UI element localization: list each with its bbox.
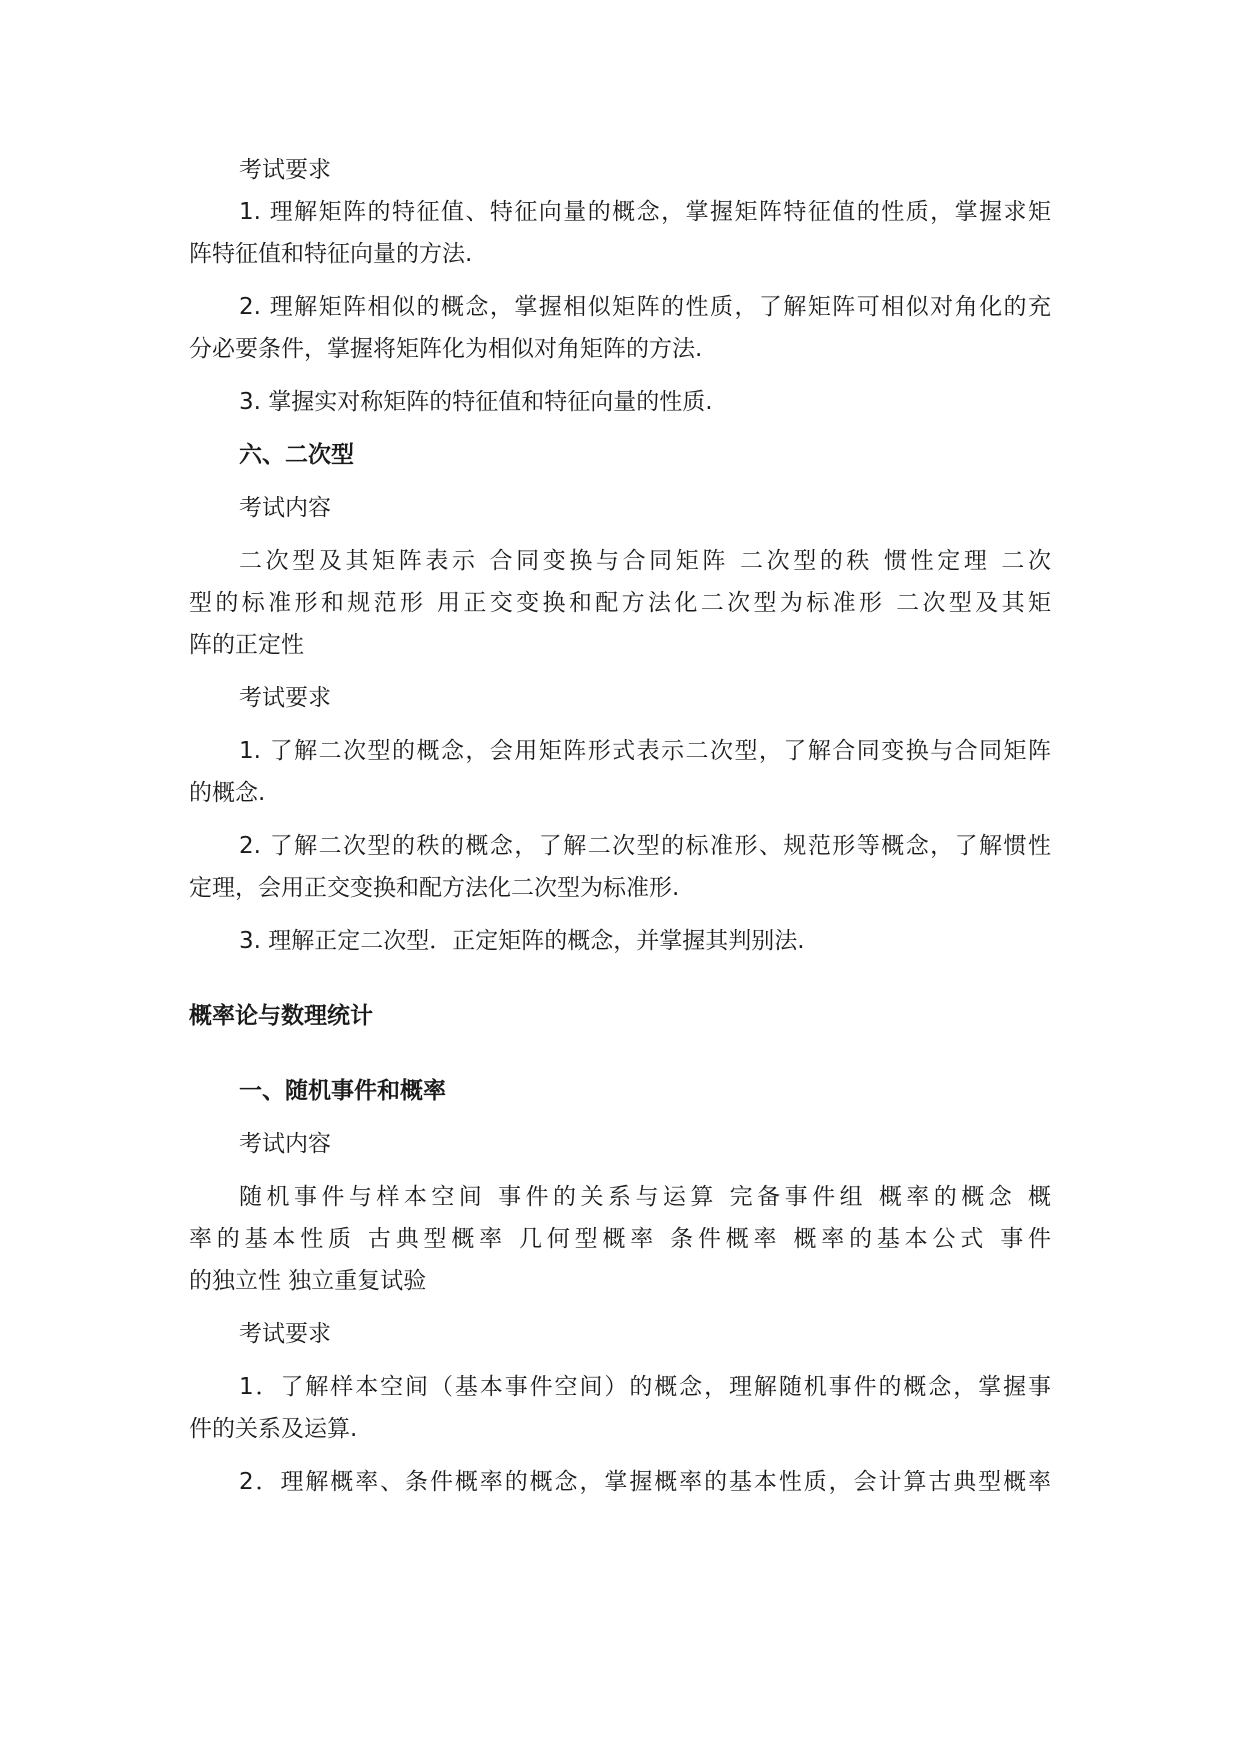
paragraph-line: 1. 了解二次型的概念，会用矩阵形式表示二次型，了解合同变换与合同矩阵 [239,738,1051,764]
paragraph-line: 分必要条件，掌握将矩阵化为相似对角矩阵的方法. [189,336,703,362]
paragraph-line: 定理，会用正交变换和配方法化二次型为标准形. [189,875,680,901]
paragraph-line: 二次型及其矩阵表示 合同变换与合同矩阵 二次型的秩 惯性定理 二次 [239,548,1051,574]
paragraph-line: 阵特征值和特征向量的方法. [189,241,473,267]
paragraph-line: 1．了解样本空间（基本事件空间）的概念，理解随机事件的概念，掌握事 [239,1374,1051,1400]
paragraph-line: 的概念. [189,780,266,806]
paragraph-line: 2. 理解矩阵相似的概念，掌握相似矩阵的性质，了解矩阵可相似对角化的充 [239,294,1051,320]
paragraph-line: 的独立性 独立重复试验 [189,1268,427,1294]
paragraph-line: 1. 理解矩阵的特征值、特征向量的概念，掌握矩阵特征值的性质，掌握求矩 [239,199,1051,225]
paragraph-line: 型的标准形和规范形 用正交变换和配方法化二次型为标准形 二次型及其矩 [189,590,1051,616]
paragraph-line: 率的基本性质 古典型概率 几何型概率 条件概率 概率的基本公式 事件 [189,1226,1051,1252]
paragraph-line: 3. 掌握实对称矩阵的特征值和特征向量的性质. [239,389,713,415]
paragraph-line: 随机事件与样本空间 事件的关系与运算 完备事件组 概率的概念 概 [239,1184,1051,1210]
section-heading: 六、二次型 [239,442,354,468]
heading-exam-requirements: 考试要求 [239,685,331,711]
heading-exam-content: 考试内容 [239,1131,331,1157]
heading-exam-content: 考试内容 [239,495,331,521]
heading-exam-requirements: 考试要求 [239,157,331,183]
heading-exam-requirements: 考试要求 [239,1321,331,1347]
part-heading: 概率论与数理统计 [189,1003,373,1029]
paragraph-line: 件的关系及运算. [189,1416,358,1442]
paragraph-line: 3. 理解正定二次型．正定矩阵的概念，并掌握其判别法. [239,928,805,954]
paragraph-line: 阵的正定性 [189,632,304,658]
paragraph-line: 2．理解概率、条件概率的概念，掌握概率的基本性质，会计算古典型概率 [239,1469,1051,1495]
paragraph-line: 2. 了解二次型的秩的概念，了解二次型的标准形、规范形等概念，了解惯性 [239,833,1051,859]
section-heading: 一、随机事件和概率 [239,1078,446,1104]
